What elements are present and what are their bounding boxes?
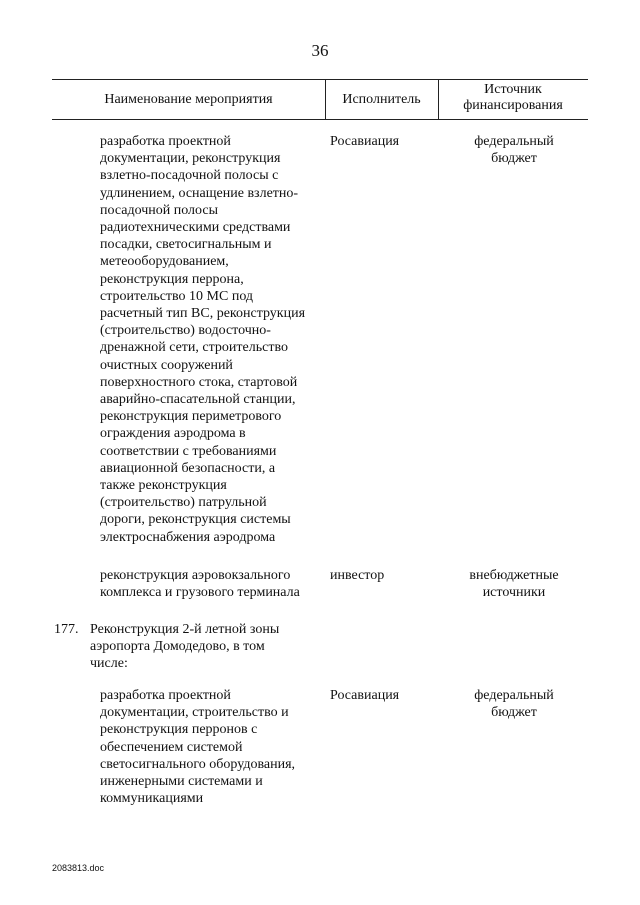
- document-footer: 2083813.doc: [52, 863, 105, 873]
- row-executor-cell: Росавиация: [330, 688, 400, 703]
- item-title: Реконструкция 2-й летной зоны аэропорта Домодедово, в том числе:: [90, 622, 280, 672]
- row-name-cell: разработка проектной документации, строительство и реконструкция перронов с обеспечением системой светосигнального оборудования, инженерными системами и коммуникациями: [100, 688, 296, 807]
- row-executor-cell: Росавиация: [330, 134, 400, 149]
- row-executor-cell: инвестор: [330, 568, 385, 583]
- header-top-rule: [52, 79, 588, 80]
- header-executor: Исполнитель: [342, 92, 421, 107]
- item-number: 177.: [54, 622, 79, 637]
- row-source-cell: федеральный бюджет: [474, 134, 554, 167]
- header-source: [438, 82, 588, 114]
- row-source-cell: федеральный бюджет: [474, 688, 554, 721]
- header-name: Наименование мероприятия: [104, 92, 273, 107]
- row-name-cell: разработка проектной документации, реконструкция взлетно-посадочной полосы с удлинением, оснащение взлетно- посадочной полосы радиотехническими средствами посадки, светосигнальным и метеооборудованием, реконструкция перрона, строительство 10 МС под расчетный тип ВС, реконструкция (строительство) водосточно- дренажной сети, строительство очистных сооружений поверхностного стока, стартовой аварийно-спасательной станции, реконструкция периметрового ограждения аэродрома в соответствии с требованиями авиационной безопасности, а также реконструкция (строительство) патрульной дороги, реконструкция системы электроснабжения аэродрома: [100, 134, 306, 545]
- header-bottom-rule: [52, 119, 588, 120]
- row-source-cell: внебюджетные источники: [469, 568, 559, 601]
- page-number: 36: [311, 41, 329, 60]
- row-name-cell: реконструкция аэровокзального комплекса и грузового терминала: [100, 568, 300, 601]
- header-source-label: Источник финансирования: [463, 82, 563, 113]
